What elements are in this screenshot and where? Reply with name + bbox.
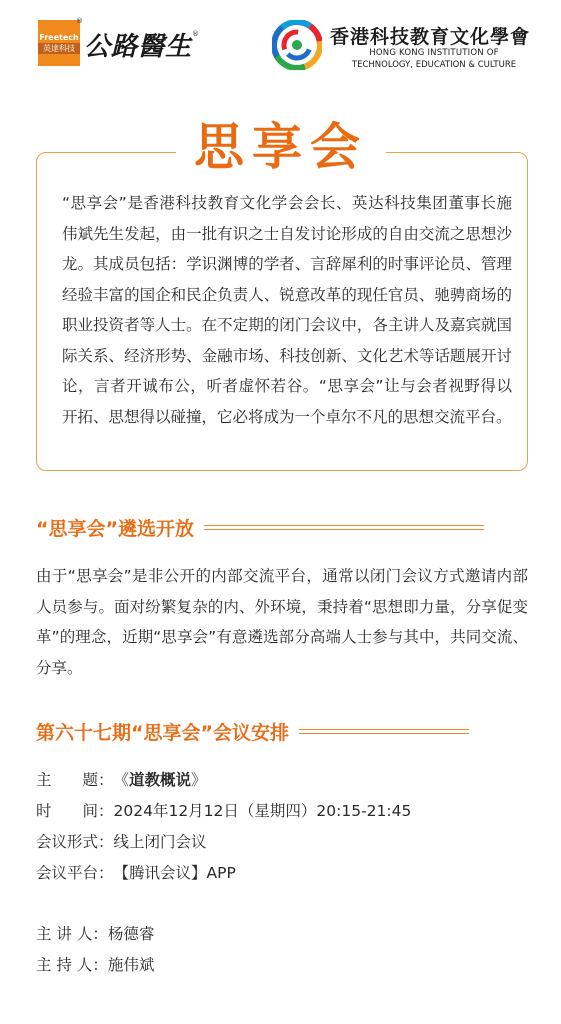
platform-value: 【腾讯会议】APP: [113, 864, 236, 882]
selection-heading-rule: [204, 525, 484, 530]
registered-mark: ®: [76, 17, 83, 25]
intro-title-wrap: [176, 108, 386, 178]
hk-institution-name-en-line1: HONG KONG INSTITUTION OF: [369, 48, 499, 58]
topic-label: 主 题：: [36, 771, 114, 789]
intro-title: 思享会: [194, 117, 368, 176]
intro-body: “思享会”是香港科技教育文化学会会长、英达科技集团董事长施伟斌先生发起，由一批有识之士自发讨论形成的自由交流之思想沙龙。其成员包括：学识渊博的学者、言辞犀利的时事评论员、管理经验丰富的国企和民企负责人、锐意改革的现任官员、驰骋商场的职业投资者等人士。在不定期的闭门会议中，各主讲人及嘉宾就国际关系、经济形势、金融市场、科技创新、文化艺术等话题展开讨论，言者开诚布公，听者虚怀若谷。“思享会”让与会者视野得以开拓、思想得以碰撞，它必将成为一个卓尔不凡的思想交流平台。: [62, 194, 512, 426]
speaker-label: 主 讲 人：: [36, 925, 108, 943]
host-label: 主 持 人：: [36, 956, 108, 974]
hk-institution-logo-icon: [272, 20, 322, 70]
format-label: 会议形式：: [36, 833, 114, 851]
topic-row: [36, 768, 207, 790]
selection-heading: [36, 514, 484, 541]
brand-road-doctor: 公路醫生: [84, 32, 193, 62]
freetech-logo-cn: 英達科技: [38, 43, 80, 54]
format-row: [36, 830, 207, 852]
platform-label: 会议平台：: [36, 864, 114, 882]
schedule-heading-label: 第六十七期“思享会”会议安排: [36, 722, 289, 744]
header: [0, 0, 561, 110]
hk-institution-name-cn: 香港科技教育文化學會: [330, 26, 531, 48]
time-label: 时 间：: [36, 802, 114, 820]
freetech-logo: [38, 20, 80, 66]
topic-open-bracket: 《: [113, 771, 130, 789]
schedule-heading-rule: [299, 729, 469, 734]
topic-close-bracket: 》: [191, 771, 207, 789]
format-value: 线上闭门会议: [113, 833, 207, 851]
speaker-value: 杨德睿: [107, 925, 155, 943]
selection-heading-label: “思享会”遴选开放: [36, 518, 194, 540]
host-value: 施伟斌: [107, 956, 155, 974]
host-row: [36, 953, 154, 975]
platform-row: [36, 861, 236, 883]
schedule-heading: [36, 718, 469, 745]
time-value: 2024年12月12日（星期四）20:15-21:45: [113, 802, 412, 820]
speaker-row: [36, 922, 154, 944]
selection-body: 由于“思享会”是非公开的内部交流平台，通常以闭门会议方式邀请内部人员参与。面对纷繁复杂的内、外环境，秉持着“思想即力量，分享促变革”的理念，近期“思享会”有意遴选部分高端人士参与其中，共同交流、分享。: [36, 567, 528, 677]
brand-registered-mark: ®: [192, 30, 199, 38]
time-row: [36, 799, 411, 821]
freetech-logo-en: Freetech: [39, 33, 79, 42]
topic-value: 道教概说: [129, 771, 192, 789]
hk-institution-name-en-line2: TECHNOLOGY, EDUCATION & CULTURE: [351, 60, 517, 70]
